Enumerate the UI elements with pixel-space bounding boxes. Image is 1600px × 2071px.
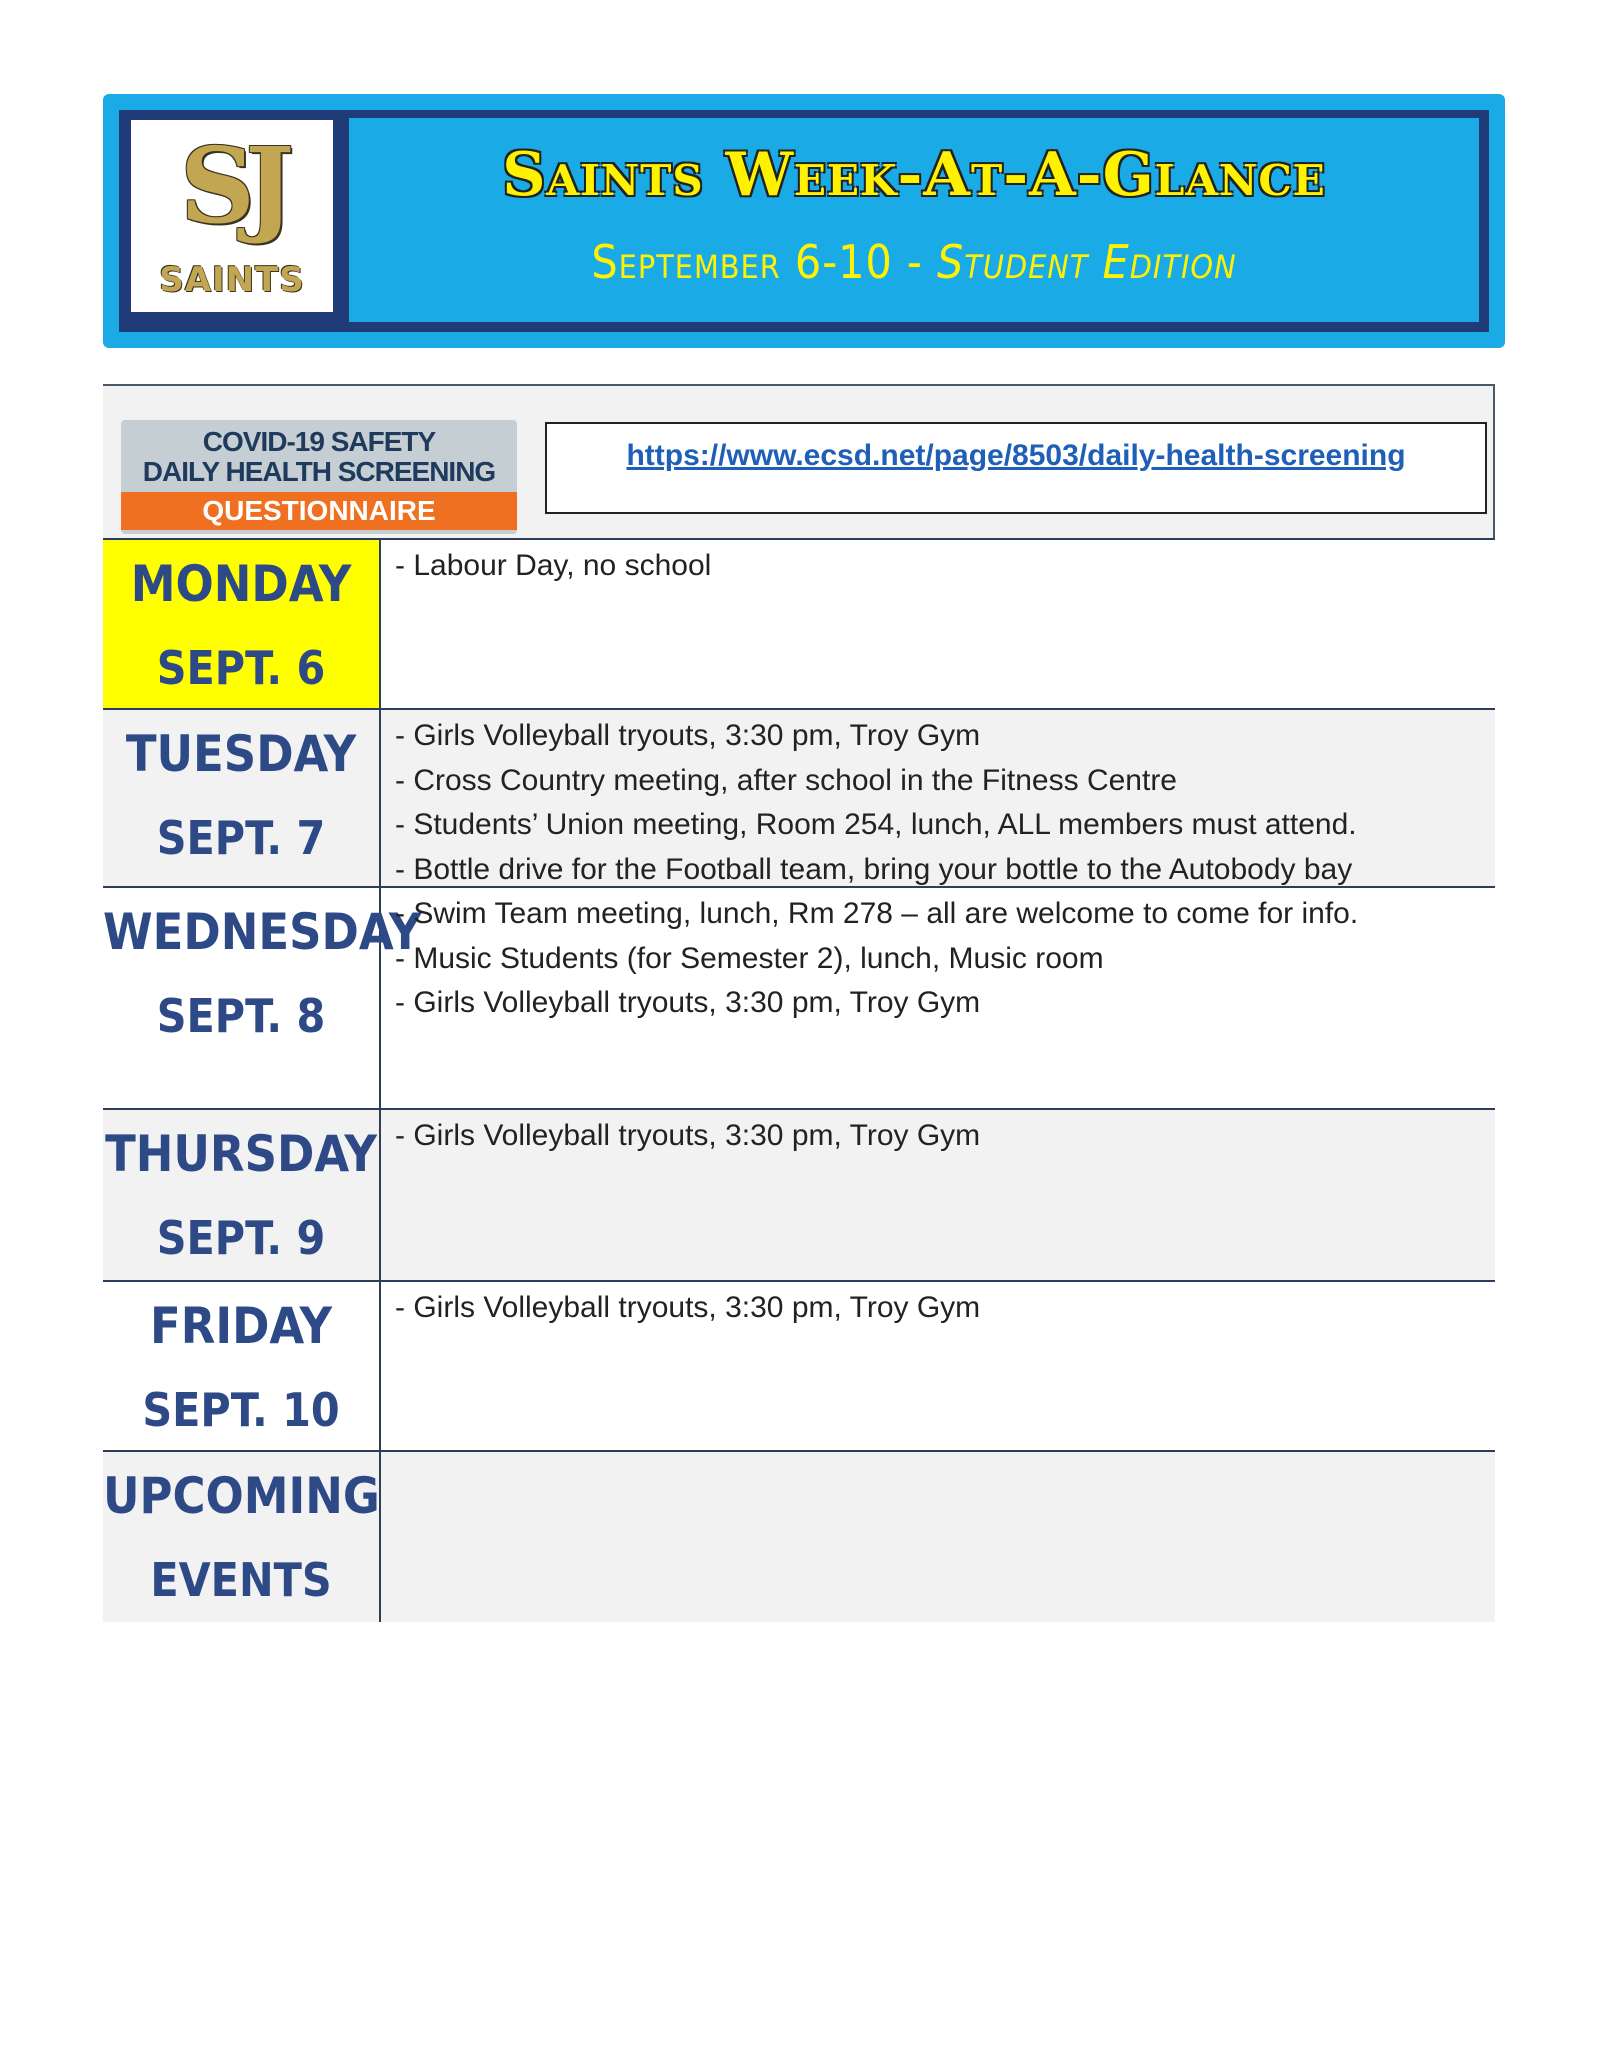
day-date: SEPT. 9 bbox=[156, 1211, 326, 1265]
day-name: TUESDAY bbox=[125, 725, 357, 783]
event-list bbox=[395, 714, 1489, 892]
subtitle-dates: September 6-10 - bbox=[591, 235, 938, 289]
covid-badge-line2: DAILY HEALTH SCREENING bbox=[142, 456, 496, 487]
day-name: MONDAY bbox=[130, 555, 352, 613]
day-row-friday bbox=[103, 1280, 1495, 1450]
page-subtitle bbox=[349, 234, 1479, 290]
screening-link[interactable]: https://www.ecsd.net/page/8503/daily-health-screening bbox=[626, 439, 1406, 472]
event-list bbox=[395, 1114, 1489, 1159]
header-banner-inner bbox=[119, 110, 1489, 332]
logo-word: SAINTS bbox=[159, 260, 305, 300]
event-item: - Girls Volleyball tryouts, 3:30 pm, Troy Gym bbox=[395, 1291, 981, 1324]
day-cell bbox=[103, 1282, 381, 1450]
day-date: SEPT. 6 bbox=[156, 641, 326, 695]
day-row-upcoming bbox=[103, 1450, 1495, 1622]
day-name: FRIDAY bbox=[149, 1297, 333, 1355]
day-row-monday bbox=[103, 538, 1495, 708]
covid-screening-row bbox=[103, 384, 1495, 538]
event-list bbox=[395, 1286, 1489, 1331]
event-item: - Girls Volleyball tryouts, 3:30 pm, Troy Gym bbox=[395, 986, 981, 1019]
day-date: SEPT. 8 bbox=[156, 989, 326, 1043]
event-item: - Swim Team meeting, lunch, Rm 278 – all are welcome to come for info. bbox=[395, 897, 1359, 930]
event-item: - Girls Volleyball tryouts, 3:30 pm, Troy Gym bbox=[395, 1119, 981, 1152]
day-date: EVENTS bbox=[150, 1553, 332, 1607]
day-cell bbox=[103, 888, 422, 1108]
covid-badge-line3: QUESTIONNAIRE bbox=[121, 492, 517, 530]
subtitle-edition: Student Edition bbox=[937, 235, 1237, 289]
event-item: - Girls Volleyball tryouts, 3:30 pm, Troy Gym bbox=[395, 719, 981, 752]
covid-badge-line1: COVID-19 SAFETY bbox=[202, 426, 436, 457]
event-item: - Labour Day, no school bbox=[395, 549, 712, 582]
school-logo bbox=[129, 118, 335, 314]
event-item: - Bottle drive for the Football team, bring your bottle to the Autobody bay bbox=[395, 852, 1353, 886]
event-item: - Cross Country meeting, after school in the Fitness Centre bbox=[395, 763, 1177, 797]
screening-link-box bbox=[545, 422, 1487, 514]
day-cell bbox=[103, 1110, 381, 1280]
event-list bbox=[395, 892, 1489, 1026]
day-name: THURSDAY bbox=[105, 1125, 377, 1183]
day-cell bbox=[103, 540, 381, 708]
header-banner bbox=[103, 94, 1505, 348]
day-name: UPCOMING bbox=[103, 1467, 380, 1525]
logo-letters: SJ bbox=[179, 124, 285, 247]
day-row-thursday bbox=[103, 1108, 1495, 1280]
day-cell bbox=[103, 1452, 381, 1622]
covid-badge bbox=[121, 420, 517, 534]
title-box bbox=[349, 118, 1479, 322]
day-row-tuesday bbox=[103, 708, 1495, 886]
day-date: SEPT. 7 bbox=[156, 811, 326, 865]
day-row-wednesday bbox=[103, 886, 1495, 1108]
page-title: Saints Week-At-A-Glance bbox=[502, 140, 1326, 210]
event-item: - Students’ Union meeting, Room 254, lunch, ALL members must attend. bbox=[395, 808, 1357, 841]
day-name: WEDNESDAY bbox=[103, 903, 422, 961]
event-list bbox=[395, 544, 1489, 589]
day-date: SEPT. 10 bbox=[142, 1383, 340, 1437]
day-cell bbox=[103, 710, 381, 886]
event-item: - Music Students (for Semester 2), lunch, Music room bbox=[395, 941, 1104, 975]
